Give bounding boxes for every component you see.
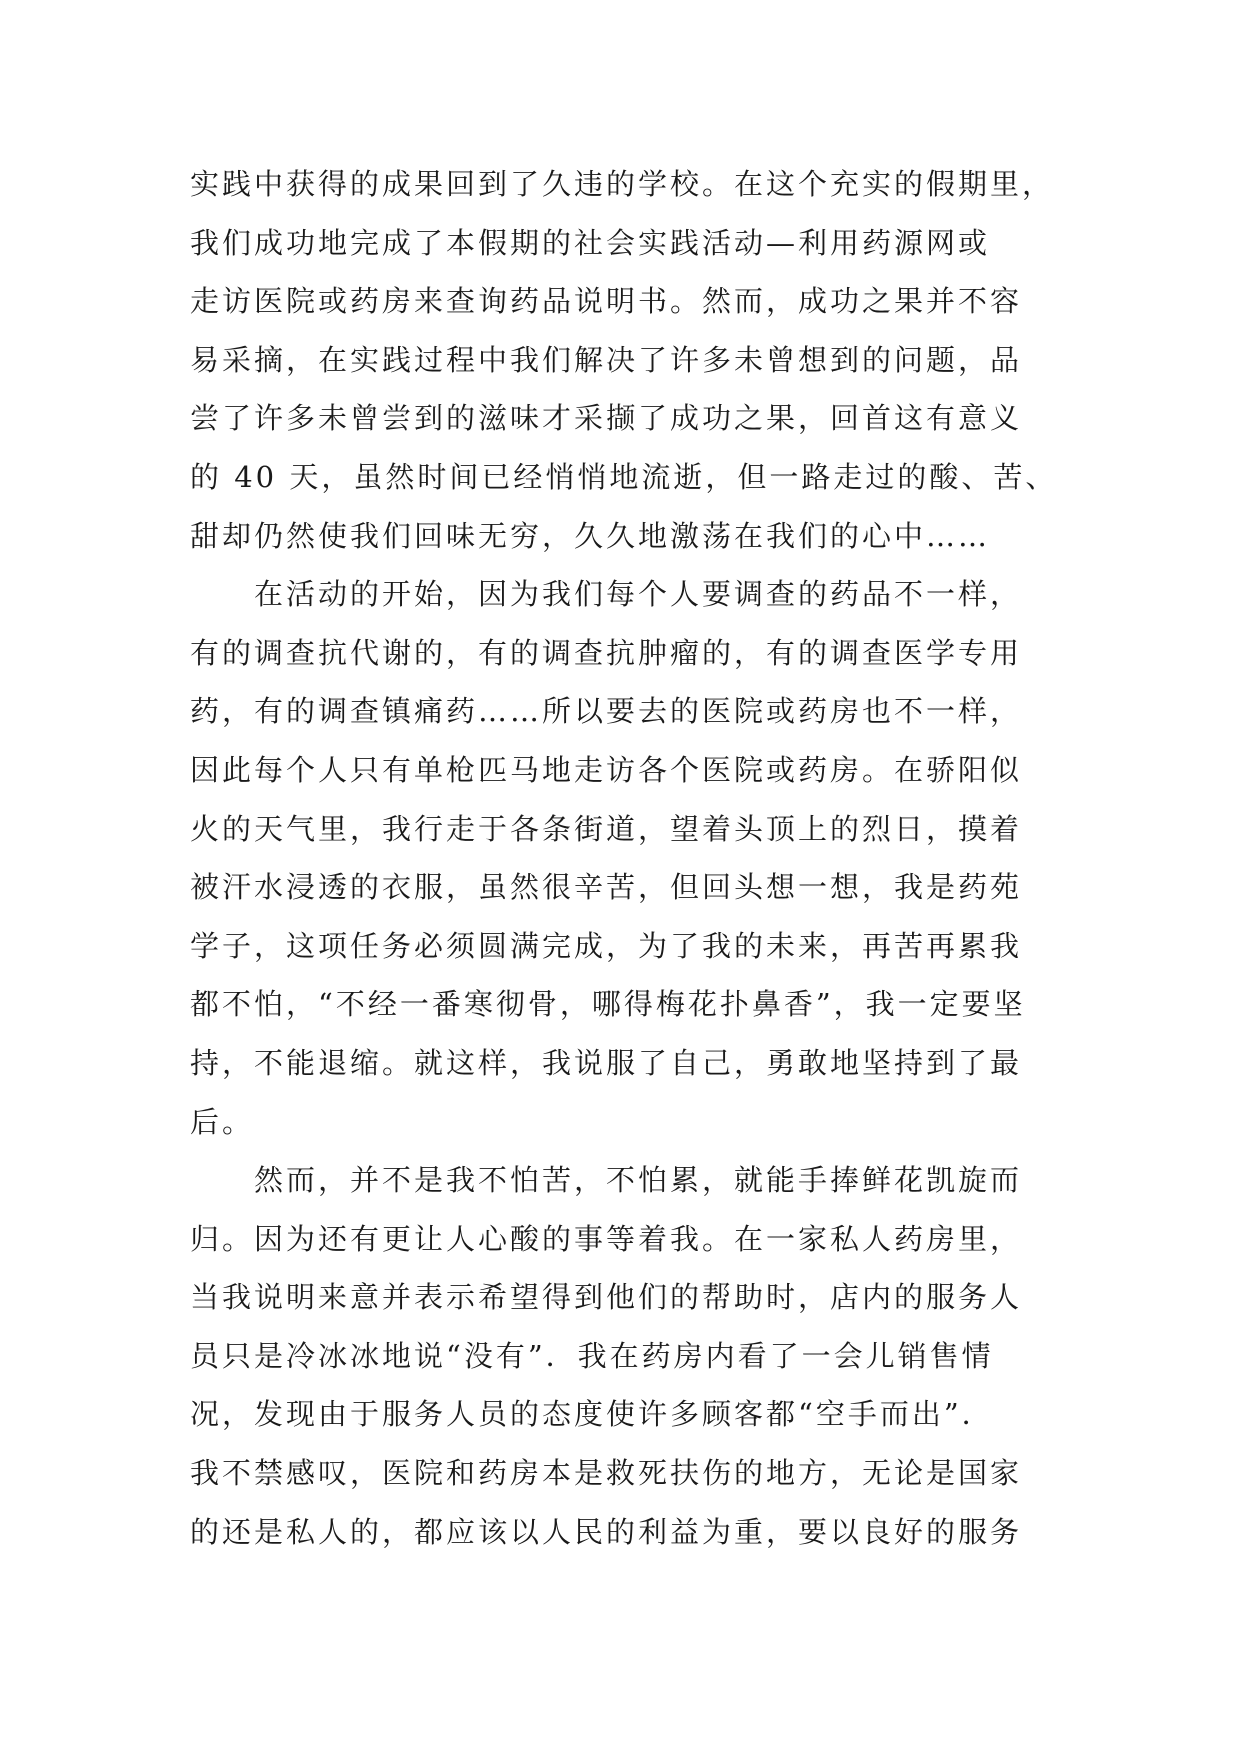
text-line: 员只是冷冰冰地说“没有”．我在药房内看了一会儿销售情 <box>190 1338 994 1373</box>
text-line: 走访医院或药房来查询药品说明书。然而，成功之果并不容 <box>190 284 1023 319</box>
text-line: 都不怕，“不经一番寒彻骨，哪得梅花扑鼻香”，我一定要坚 <box>190 987 1026 1022</box>
text-line: 当我说明来意并表示希望得到他们的帮助时，店内的服务人 <box>190 1280 1023 1315</box>
text-line: 实践中获得的成果回到了久违的学校。在这个充实的假期里， <box>190 167 1055 201</box>
text-line: 易采摘，在实践过程中我们解决了许多未曾想到的问题，品 <box>190 342 1023 377</box>
text-line: 我不禁感叹，医院和药房本是救死扶伤的地方，无论是国家 <box>190 1456 1023 1491</box>
text-line: 况，发现由于服务人员的态度使许多顾客都“空手而出”． <box>190 1397 994 1432</box>
text-line: 持，不能退缩。就这样，我说服了自己，勇敢地坚持到了最 <box>190 1045 1023 1080</box>
text-line: 因此每个人只有单枪匹马地走访各个医院或药房。在骄阳似 <box>190 752 1023 787</box>
paragraph-start-line: 在活动的开始，因为我们每个人要调查的药品不一样， <box>190 577 1023 612</box>
text-line: 药，有的调查镇痛药……所以要去的医院或药房也不一样， <box>190 694 1023 729</box>
text-line: 的还是私人的，都应该以人民的利益为重，要以良好的服务 <box>190 1514 1023 1549</box>
text-line: 被汗水浸透的衣服，虽然很辛苦，但回头想一想，我是药苑 <box>190 870 1023 905</box>
text-line: 尝了许多未曾尝到的滋味才采撷了成功之果，回首这有意义 <box>190 401 1023 436</box>
text-line: 甜却仍然使我们回味无穷，久久地激荡在我们的心中…… <box>190 518 991 553</box>
text-line: 的 40 天，虽然时间已经悄悄地流逝，但一路走过的酸、苦、 <box>190 459 1058 494</box>
text-line: 学子，这项任务必须圆满完成，为了我的未来，再苦再累我 <box>190 928 1023 963</box>
text-line: 我们成功地完成了本假期的社会实践活动—利用药源网或 <box>190 225 991 260</box>
body-text <box>190 155 1070 1561</box>
paragraph-start-line: 然而，并不是我不怕苦，不怕累，就能手捧鲜花凯旋而 <box>190 1163 1023 1198</box>
text-line: 有的调查抗代谢的，有的调查抗肿瘤的，有的调查医学专用 <box>190 635 1023 670</box>
text-line: 归。因为还有更让人心酸的事等着我。在一家私人药房里， <box>190 1221 1023 1256</box>
text-line: 后。 <box>190 1104 255 1139</box>
text-line: 火的天气里，我行走于各条街道，望着头顶上的烈日，摸着 <box>190 811 1023 846</box>
